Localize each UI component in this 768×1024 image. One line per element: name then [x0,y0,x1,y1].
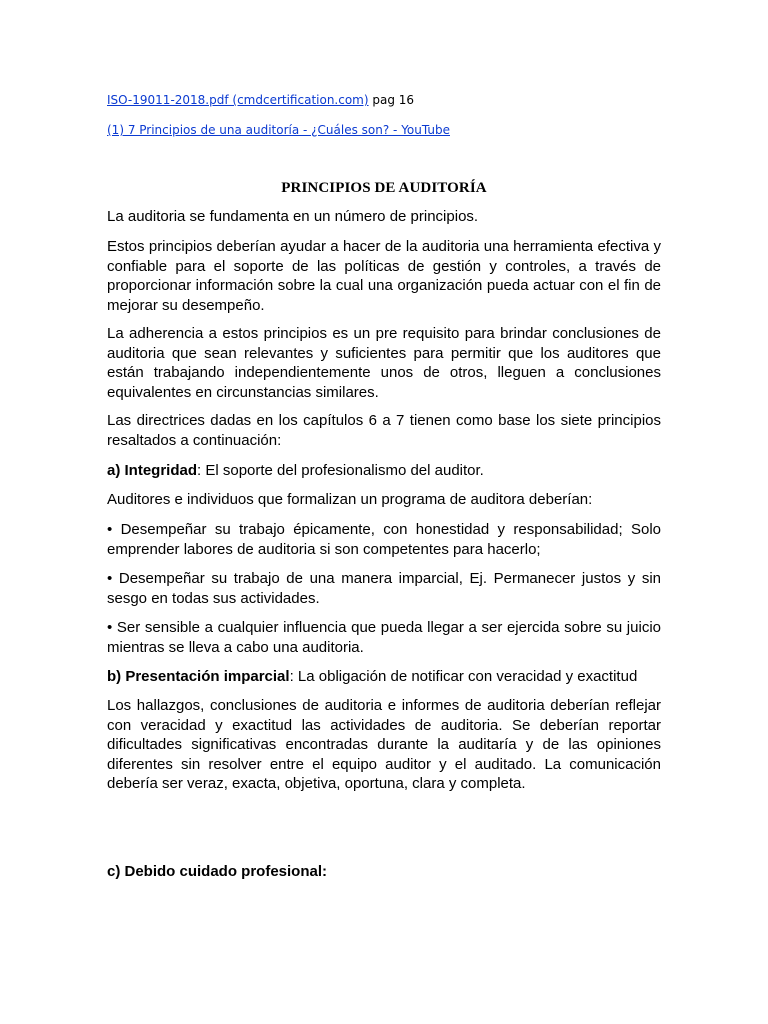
paragraph-intro: La auditoria se fundamenta en un número de principios. [107,208,479,225]
iso-reference-line [107,92,414,108]
paragraph-findings: Los hallazgos, conclusiones de auditoria e informes de auditoria deberían reflejar con veracidad y exactitud las actividades de auditoria. Se deberían reportar dificultades significativas encontradas durante la auditaría y de las opiniones diferentes sin resolver entre el equipo auditor y el auditado. La comunicación debería ser veraz, exacta, objetiva, oportuna, clara y completa. [107,697,661,793]
bullet-item-2: • Desempeñar su trabajo de una manera imparcial, Ej. Permanecer justos y sin sesgo en todas sus actividades. [107,570,661,607]
bullet-item-1: • Desempeñar su trabajo épicamente, con honestidad y responsabilidad; Solo emprender labores de auditoria si son competentes para hacerlo; [107,521,661,558]
document-title: PRINCIPIOS DE AUDITORÍA [281,180,487,196]
bullet-item-3: • Ser sensible a cualquier influencia que pueda llegar a ser ejercida sobre su juicio mientras se lleva a cabo una auditoria. [107,619,661,656]
integridad-text: : El soporte del profesionalismo del auditor. [197,462,484,479]
iso-pdf-link[interactable]: ISO-19011-2018.pdf (cmdcertification.com) [107,93,369,107]
paragraph-presentacion [107,667,661,687]
paragraph-purpose: Estos principios deberían ayudar a hacer de la auditoria una herramienta efectiva y confiable para el soporte de las políticas de gestión y controles, a través de proporcionar información sobre la cual una organización pueda actuar con el fin de mejorar su desempeño. [107,238,661,314]
paragraph-integridad [107,461,661,481]
heading-debido-cuidado: c) Debido cuidado profesional: [107,863,328,880]
paragraph-adherence: La adherencia a estos principios es un pre requisito para brindar conclusiones de auditoria que sean relevantes y suficientes para permitir que los auditores que están trabajando independientemente unos de otros, lleguen a conclusiones equivalentes en circunstancias similares. [107,325,661,401]
presentacion-text: : La obligación de notificar con veracidad y exactitud [289,668,638,685]
youtube-video-link[interactable]: (1) 7 Principios de una auditoría - ¿Cuáles son? - YouTube [107,123,450,137]
iso-page-note: pag 16 [368,93,415,107]
paragraph-auditors: Auditores e individuos que formalizan un programa de auditora deberían: [107,491,593,508]
integridad-label: a) Integridad [107,462,198,479]
paragraph-directives: Las directrices dadas en los capítulos 6 a 7 tienen como base los siete principios resaltados a continuación: [107,412,661,449]
presentacion-label: b) Presentación imparcial [107,668,290,685]
youtube-reference-line [107,122,450,138]
